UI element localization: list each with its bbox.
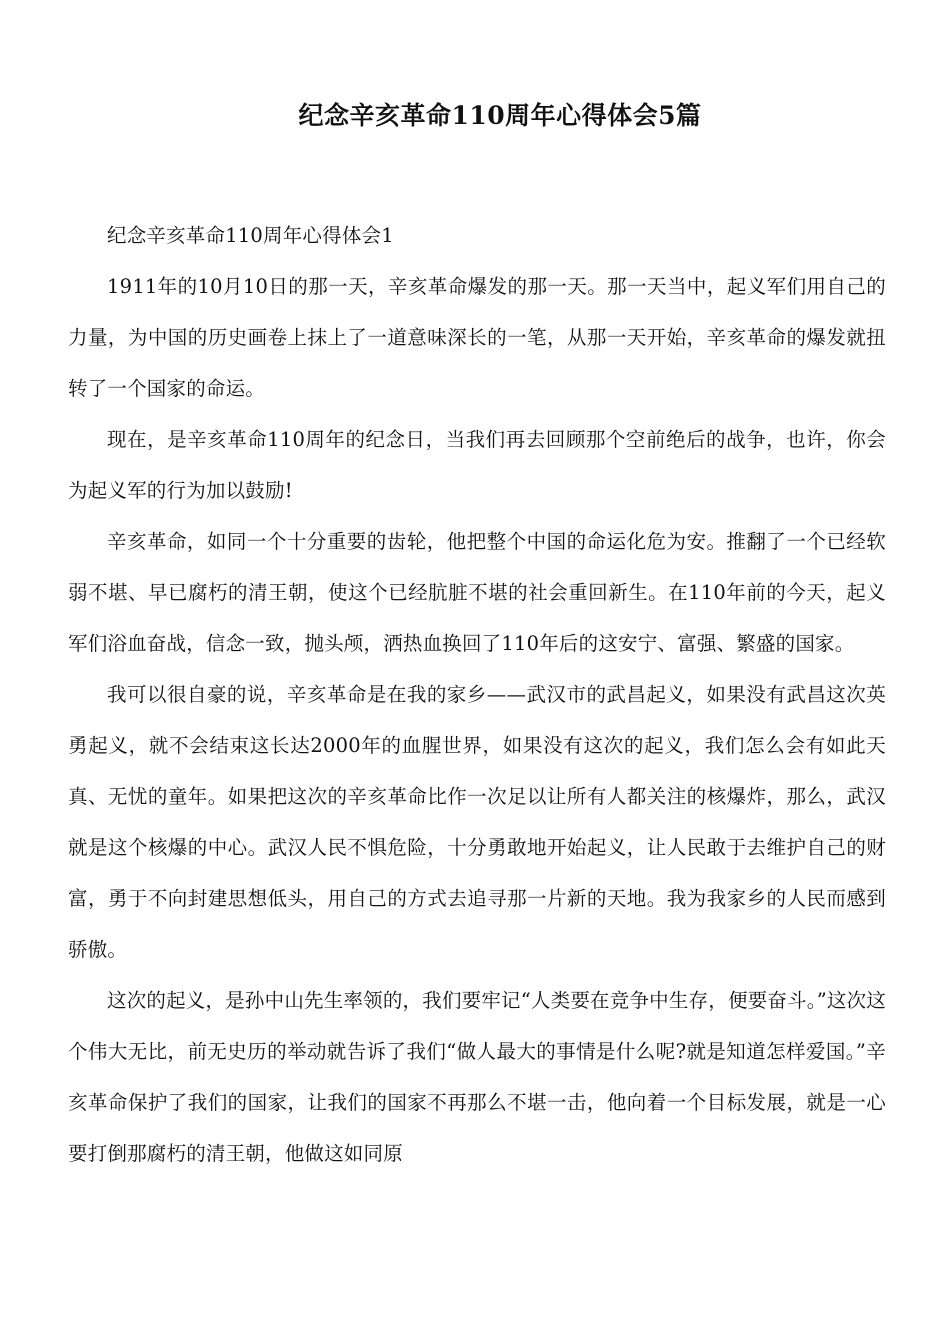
paragraph: 辛亥革命，如同一个十分重要的齿轮，他把整个中国的命运化危为安。推翻了一个已经软弱不堪、早已腐朽的清王朝，使这个已经肮脏不堪的社会重回新生。在110年前的今天，起义军们浴血奋战，信念一致，抛头颅，洒热血换回了110年后的这安宁、富强、繁盛的国家。 xyxy=(68,530,886,655)
paragraph-subheading: 纪念辛亥革命110周年心得体会1 xyxy=(107,224,394,247)
document-body xyxy=(68,210,886,1179)
paragraph: 现在，是辛亥革命110周年的纪念日，当我们再去回顾那个空前绝后的战争，也许，你会为起义军的行为加以鼓励! xyxy=(68,428,886,502)
paragraph: 1911年的10月10日的那一天，辛亥革命爆发的那一天。那一天当中，起义军们用自己的力量，为中国的历史画卷上抹上了一道意味深长的一笔，从那一天开始，辛亥革命的爆发就扭转了一个国家的命运。 xyxy=(68,275,886,400)
paragraph: 我可以很自豪的说，辛亥革命是在我的家乡——武汉市的武昌起义，如果没有武昌这次英勇起义，就不会结束这长达2000年的血腥世界，如果没有这次的起义，我们怎么会有如此天真、无忧的童年。如果把这次的辛亥革命比作一次足以让所有人都关注的核爆炸，那么，武汉就是这个核爆的中心。武汉人民不惧危险，十分勇敢地开始起义，让人民敢于去维护自己的财富，勇于不向封建思想低头，用自己的方式去追寻那一片新的天地。我为我家乡的人民而感到骄傲。 xyxy=(68,683,886,961)
paragraph: 这次的起义，是孙中山先生率领的，我们要牢记“人类要在竞争中生存，便要奋斗。”这次这个伟大无比，前无史历的举动就告诉了我们“做人最大的事情是什么呢?就是知道怎样爱国。”辛亥革命保护了我们的国家，让我们的国家不再那么不堪一击，他向着一个目标发展，就是一心要打倒那腐朽的清王朝，他做这如同原 xyxy=(68,989,886,1165)
document-title: 纪念辛亥革命110周年心得体会5篇 xyxy=(298,101,702,130)
